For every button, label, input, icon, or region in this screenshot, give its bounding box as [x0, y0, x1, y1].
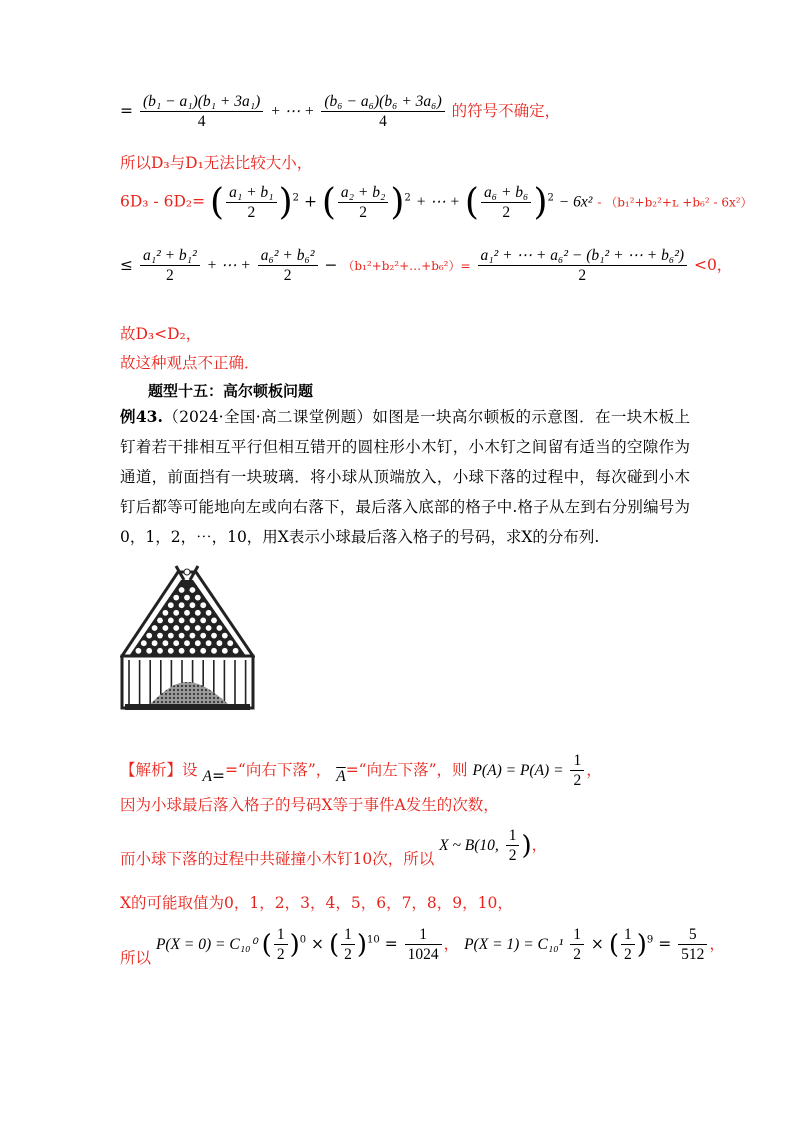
peg-hole: [152, 625, 158, 631]
peg-hole: [179, 587, 185, 593]
solution-line-5: 所以 P(X = 0) = C₁₀⁰ ( $\frac{1}{2}$ )$^0$ × ( $\frac{1}{2}$ )$^{10}$ = $\frac{1}{1024}$ ， P(X = 1) = C₁₀¹ $\frac{1}{2}$ × ( $\frac{1}{2}$ )$^9$ = $\frac{5}{512}$ ，: [120, 926, 725, 967]
peg-hole: [163, 625, 169, 631]
peg-hole: [141, 640, 147, 646]
peg-hole: [195, 640, 201, 646]
peg-hole: [211, 633, 217, 639]
peg-hole: [211, 648, 217, 654]
peg-hole: [222, 648, 228, 654]
peg-hole: [195, 595, 201, 601]
peg-hole: [200, 633, 206, 639]
peg-hole: [195, 610, 201, 616]
peg-hole: [157, 633, 163, 639]
peg-hole: [222, 633, 228, 639]
peg-hole: [146, 648, 152, 654]
peg-hole: [206, 640, 212, 646]
peg-hole: [152, 640, 158, 646]
peg-hole: [168, 648, 174, 654]
fraction-2: $\frac{\text{(b₆ − a₆)(b₆ + 3a₆)}}{4}$: [321, 92, 444, 132]
peg-hole: [163, 640, 169, 646]
solution-line-4: X的可能取值为0，1，2，3，4，5，6，7，8，9，10，: [120, 894, 513, 912]
line-5: 故D₃<D₂，: [120, 325, 202, 343]
peg-hole: [179, 602, 185, 608]
line-1: = $\frac{\text{(b₁ − a₁)(b₁ + 3a₁)}}{4}$ + ⋯ + $\frac{\text{(b₆ − a₆)(b₆ + 3a₆)}}{4}$ 的符号不确定，: [120, 93, 561, 131]
peg-hole: [200, 602, 206, 608]
solution-line-2: 因为小球最后落入格子的号码X等于事件A发生的次数，: [120, 796, 499, 814]
section-heading: 题型十五：高尔顿板问题: [148, 382, 314, 400]
peg-hole: [173, 640, 179, 646]
peg-hole: [211, 618, 217, 624]
peg-hole: [190, 648, 196, 654]
peg-hole: [179, 618, 185, 624]
solution-line-1: 【解析】设 A==“向右下落”， $\overline{A}=“$向左下落”，则 P(A) = P(A) = $\frac{1}{2}$ ，: [120, 752, 602, 790]
peg-hole: [233, 648, 239, 654]
peg-hole: [173, 625, 179, 631]
peg-hole: [157, 648, 163, 654]
peg-hole: [168, 602, 174, 608]
line-3: 6D₃ - 6D₂= ( $\frac{\text{a₁ + b₁}}{2}$ )$^2$ + ( $\frac{\text{a₂ + b₂}}{2}$ )$^2$ + ⋯ + ( $\frac{\text{a₆ + b₆}}{2}$ )$^2$ − 6x² - （b₁²+b₂²+ʟ +b₆² - 6x²）: [120, 182, 753, 223]
peg-hole: [136, 648, 142, 654]
peg-hole: [184, 595, 190, 601]
fraction-1: $\frac{\text{(b₁ − a₁)(b₁ + 3a₁)}}{4}$: [140, 92, 263, 132]
peg-hole: [190, 602, 196, 608]
line-6: 故这种观点不正确．: [120, 354, 260, 372]
peg-hole: [206, 610, 212, 616]
peg-hole: [190, 618, 196, 624]
peg-hole: [227, 640, 233, 646]
galton-board-figure: [120, 564, 255, 714]
peg-hole: [168, 618, 174, 624]
line-4: ≤ $\frac{\text{a₁² + b₁²}}{2}$ + ⋯ + $\frac{\text{a₆² + b₆²}}{2}$ − （b₁²+b₂²+…+b₆²）= $\frac{\text{a₁² + ⋯ + a₆² − (b₁² + ⋯ + b₆²)}}{2}$ <0，: [120, 247, 733, 285]
peg-hole: [168, 633, 174, 639]
peg-hole: [217, 625, 223, 631]
peg-hole: [190, 587, 196, 593]
peg-hole: [206, 625, 212, 631]
peg-hole: [217, 640, 223, 646]
peg-hole: [184, 640, 190, 646]
peg-hole: [146, 633, 152, 639]
peg-hole: [184, 610, 190, 616]
peg-hole: [173, 610, 179, 616]
peg-hole: [179, 633, 185, 639]
peg-hole: [200, 648, 206, 654]
peg-hole: [163, 610, 169, 616]
peg-hole: [184, 625, 190, 631]
peg-hole: [179, 648, 185, 654]
example-43: 例43.（2024·全国·高二课堂例题）如图是一块高尔顿板的示意图．在一块木板上钉着若干排相互平行但相互错开的圆柱形小木钉，小木钉之间留有适当的空隙作为通道，前面挡有一块玻璃．将小球从顶端放入，小球下落的过程中，每次碰到小木钉后都等可能地向左或向右落下，最后落入底部的格子中.格子从左到右分别编号为0，1，2，⋯，10，用X表示小球最后落入格子的号码，求X的分布列.: [120, 407, 690, 546]
peg-hole: [173, 595, 179, 601]
line-2: 所以D₃与D₁无法比较大小，: [120, 154, 313, 172]
peg-hole: [200, 618, 206, 624]
peg-hole: [157, 618, 163, 624]
peg-hole: [195, 625, 201, 631]
solution-line-3: 而小球下落的过程中共碰撞小木钉10次，所以 X ~ B(10, $\frac{1}{2}$ )，: [120, 827, 548, 868]
peg-hole: [190, 633, 196, 639]
